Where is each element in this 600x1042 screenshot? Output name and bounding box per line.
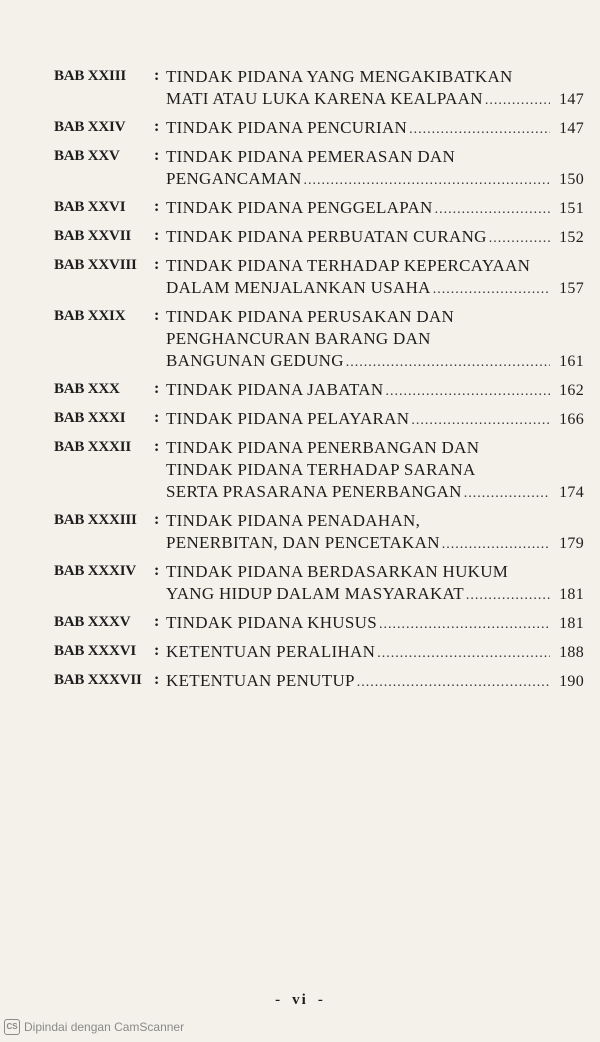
- page-folio: - vi -: [275, 992, 325, 1008]
- chapter-title: [166, 146, 584, 192]
- chapter-title-line: MATI ATAU LUKA KARENA KEALPAAN: [166, 89, 483, 108]
- chapter-title-line: SERTA PRASARANA PENERBANGAN: [166, 482, 462, 501]
- page-reference: 147: [559, 91, 584, 108]
- page-reference: 190: [559, 673, 584, 690]
- dot-leader: [346, 352, 550, 374]
- chapter-number: BAB XXXIII: [54, 512, 137, 528]
- separator-colon: :: [154, 613, 160, 630]
- toc-entry: [54, 670, 584, 694]
- separator-colon: :: [154, 562, 160, 579]
- chapter-title-line: PENGHANCURAN BARANG DAN: [166, 329, 431, 348]
- dot-leader: [433, 279, 550, 301]
- separator-colon: :: [154, 642, 160, 659]
- toc-entry: [54, 561, 584, 607]
- chapter-title-line: BANGUNAN GEDUNG: [166, 351, 344, 370]
- dot-leader: [464, 483, 550, 505]
- chapter-number: BAB XXXIV: [54, 563, 136, 579]
- chapter-number: BAB XXIV: [54, 119, 126, 135]
- chapter-number: BAB XXXVII: [54, 672, 142, 688]
- toc-entry: [54, 197, 584, 221]
- toc-entry: [54, 437, 584, 505]
- separator-colon: :: [154, 118, 160, 135]
- separator-colon: :: [154, 227, 160, 244]
- dot-leader: [377, 643, 550, 665]
- toc-entry: [54, 226, 584, 250]
- page-number: vi: [292, 992, 308, 1008]
- chapter-title-line: TINDAK PIDANA PENCURIAN: [166, 118, 408, 137]
- chapter-title-line: KETENTUAN PENUTUP: [166, 671, 355, 690]
- chapter-title: [166, 641, 584, 665]
- dot-leader: [411, 410, 550, 432]
- separator-colon: :: [154, 307, 160, 324]
- page-reference: 152: [559, 229, 584, 246]
- chapter-number: BAB XXIX: [54, 308, 126, 324]
- watermark-text: Dipindai dengan CamScanner: [24, 1020, 185, 1034]
- chapter-title-line: TINDAK PIDANA PENERBANGAN DAN: [166, 438, 480, 457]
- separator-colon: :: [154, 409, 160, 426]
- separator-colon: :: [154, 671, 160, 688]
- chapter-title-line: YANG HIDUP DALAM MASYARAKAT: [166, 584, 464, 603]
- chapter-number: BAB XXXV: [54, 614, 131, 630]
- page-reference: 147: [559, 120, 584, 137]
- toc-entry: [54, 379, 584, 403]
- chapter-title-line: TINDAK PIDANA BERDASARKAN HUKUM: [166, 562, 509, 581]
- chapter-title-line: PENERBITAN, DAN PENCETAKAN: [166, 533, 440, 552]
- chapter-number: BAB XXV: [54, 148, 120, 164]
- page-reference: 181: [559, 615, 584, 632]
- chapter-title-line: KETENTUAN PERALIHAN: [166, 642, 376, 661]
- page-reference: 161: [559, 353, 584, 370]
- chapter-title: [166, 612, 584, 636]
- chapter-number: BAB XXXVI: [54, 643, 136, 659]
- page-reference: 166: [559, 411, 584, 428]
- chapter-title: [166, 408, 584, 432]
- separator-colon: :: [154, 147, 160, 164]
- camscanner-icon: CS: [4, 1019, 20, 1035]
- page-reference: 181: [559, 586, 584, 603]
- chapter-title-line: TINDAK PIDANA JABATAN: [166, 380, 384, 399]
- chapter-title: [166, 66, 584, 112]
- dot-leader: [442, 534, 550, 556]
- chapter-title: [166, 226, 584, 250]
- chapter-number: BAB XXIII: [54, 68, 126, 84]
- chapter-title: [166, 510, 584, 556]
- dot-leader: [485, 90, 550, 112]
- dot-leader: [435, 199, 550, 221]
- dot-leader: [304, 170, 550, 192]
- dot-leader: [409, 119, 550, 141]
- chapter-title-line: TINDAK PIDANA TERHADAP SARANA: [166, 460, 476, 479]
- toc-entry: [54, 612, 584, 636]
- toc-entry: [54, 66, 584, 112]
- chapter-title-line: DALAM MENJALANKAN USAHA: [166, 278, 431, 297]
- chapter-title: [166, 379, 584, 403]
- chapter-title: [166, 437, 584, 505]
- chapter-title-line: TINDAK PIDANA PEMERASAN DAN: [166, 147, 456, 166]
- chapter-title: [166, 306, 584, 374]
- chapter-title: [166, 561, 584, 607]
- page-reference: 157: [559, 280, 584, 297]
- separator-colon: :: [154, 438, 160, 455]
- toc-entry: [54, 306, 584, 374]
- chapter-number: BAB XXXII: [54, 439, 131, 455]
- toc-entry: [54, 510, 584, 556]
- chapter-title-line: TINDAK PIDANA PENADAHAN,: [166, 511, 421, 530]
- chapter-title: [166, 255, 584, 301]
- chapter-title-line: TINDAK PIDANA YANG MENGAKIBATKAN: [166, 67, 513, 86]
- dot-leader: [379, 614, 550, 636]
- toc-entry: [54, 408, 584, 432]
- scanner-watermark: [4, 1019, 184, 1035]
- toc-entry: [54, 117, 584, 141]
- chapter-title: [166, 197, 584, 221]
- separator-colon: :: [154, 511, 160, 528]
- chapter-title: [166, 670, 584, 694]
- page-reference: 150: [559, 171, 584, 188]
- toc-entry: [54, 641, 584, 665]
- dot-leader: [357, 672, 550, 694]
- chapter-number: BAB XXVII: [54, 228, 131, 244]
- separator-colon: :: [154, 380, 160, 397]
- chapter-number: BAB XXX: [54, 381, 120, 397]
- toc-entry: [54, 146, 584, 192]
- chapter-title-line: TINDAK PIDANA PENGGELAPAN: [166, 198, 433, 217]
- chapter-title-line: TINDAK PIDANA PERBUATAN CURANG: [166, 227, 487, 246]
- separator-colon: :: [154, 256, 160, 273]
- page-reference: 179: [559, 535, 584, 552]
- chapter-number: BAB XXVI: [54, 199, 126, 215]
- chapter-title-line: TINDAK PIDANA PELAYARAN: [166, 409, 410, 428]
- dot-leader: [489, 228, 550, 250]
- page-reference: 151: [559, 200, 584, 217]
- separator-colon: :: [154, 198, 160, 215]
- dot-leader: [385, 381, 550, 403]
- page-reference: 174: [559, 484, 584, 501]
- page-reference: 188: [559, 644, 584, 661]
- toc-entry: [54, 255, 584, 301]
- page-reference: 162: [559, 382, 584, 399]
- chapter-title-line: TINDAK PIDANA TERHADAP KEPERCAYAAN: [166, 256, 531, 275]
- separator-colon: :: [154, 67, 160, 84]
- chapter-number: BAB XXVIII: [54, 257, 137, 273]
- dot-leader: [466, 585, 550, 607]
- chapter-title-line: TINDAK PIDANA PERUSAKAN DAN: [166, 307, 455, 326]
- table-of-contents: [54, 66, 584, 699]
- chapter-title-line: PENGANCAMAN: [166, 169, 302, 188]
- chapter-title-line: TINDAK PIDANA KHUSUS: [166, 613, 377, 632]
- chapter-number: BAB XXXI: [54, 410, 126, 426]
- chapter-title: [166, 117, 584, 141]
